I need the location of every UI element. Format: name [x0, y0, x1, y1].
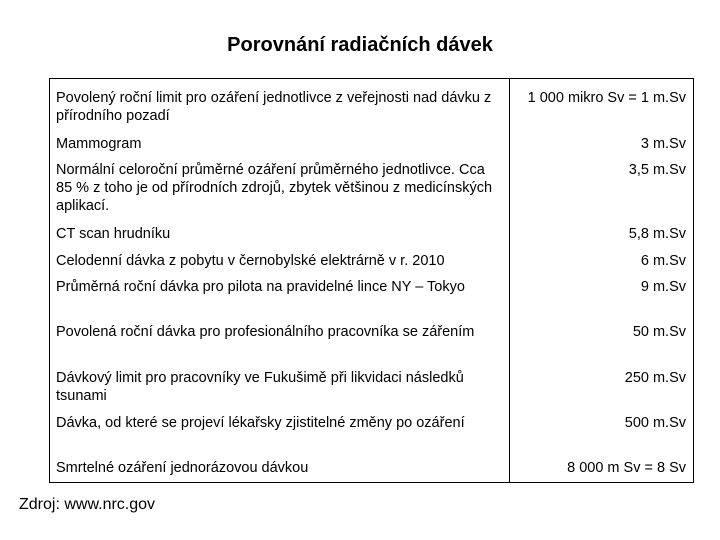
row-value: 9 m.Sv — [640, 279, 686, 295]
radiation-dose-table — [49, 78, 694, 483]
row-value: 50 m.Sv — [632, 324, 686, 340]
row-value: 3,5 m.Sv — [628, 162, 686, 178]
row-description: Celodenní dávka z pobytu v černobylské elektrárně v r. 2010 — [56, 253, 445, 269]
row-description: Průměrná roční dávka pro pilota na pravidelné lince NY – Tokyo — [56, 279, 465, 295]
row-value: 250 m.Sv — [624, 370, 686, 386]
row-description: Smrtelné ozáření jednorázovou dávkou — [56, 460, 309, 476]
row-description: Mammogram — [56, 136, 142, 152]
row-value: 8 000 m Sv = 8 Sv — [567, 460, 686, 476]
row-value: 6 m.Sv — [640, 253, 686, 269]
row-description: Dávkový limit pro pracovníky ve Fukušimě při likvidaci následků tsunami — [56, 370, 464, 404]
row-value: 5,8 m.Sv — [628, 226, 686, 242]
row-description: Povolená roční dávka pro profesionálního pracovníka se zářením — [56, 324, 475, 340]
column-divider — [509, 79, 510, 482]
row-description: CT scan hrudníku — [56, 226, 171, 242]
row-description: Normální celoroční průměrné ozáření průměrného jednotlivce. Cca 85 % z toho je od přírodních zdrojů, zbytek většinou z medicínských aplikací. — [56, 162, 493, 214]
row-description: Dávka, od které se projeví lékařsky zjistitelné změny po ozáření — [56, 415, 465, 431]
row-description: Povolený roční limit pro ozáření jednotlivce z veřejnosti nad dávku z přírodního pozadí — [56, 90, 492, 124]
row-value: 3 m.Sv — [640, 136, 686, 152]
row-value: 500 m.Sv — [624, 415, 686, 431]
row-value: 1 000 mikro Sv = 1 m.Sv — [527, 90, 686, 106]
page-title: Porovnání radiačních dávek — [227, 34, 493, 56]
source-note: Zdroj: www.nrc.gov — [19, 496, 156, 513]
